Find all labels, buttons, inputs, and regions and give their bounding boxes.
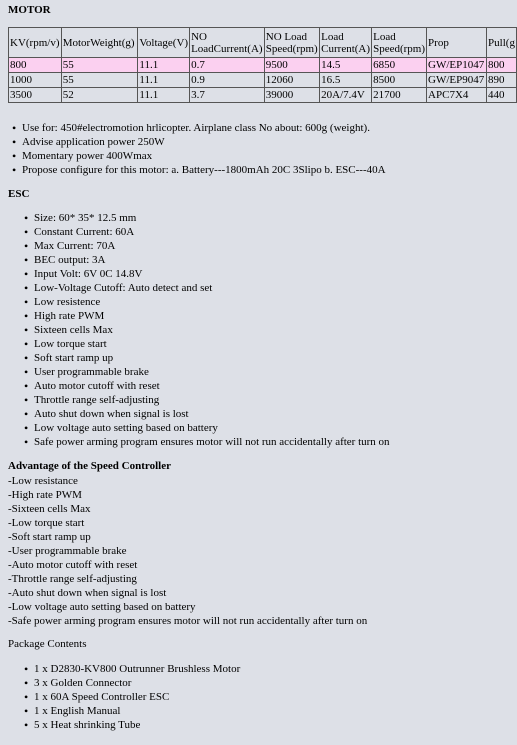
esc-feature-item: • Size: 60* 35* 12.5 mm (20, 211, 390, 225)
package-item: • 3 x Golden Connector (20, 676, 240, 690)
package-item: • 1 x D2830-KV800 Outrunner Brushless Motor (20, 662, 240, 676)
esc-feature-item: • Constant Current: 60A (20, 225, 390, 239)
advantage-line: -Auto shut down when signal is lost (8, 587, 167, 599)
motor-spec-table (8, 27, 517, 103)
table-cell: 0.7 (190, 58, 265, 73)
table-cell: APC7X4 (427, 88, 487, 103)
package-item: • 1 x 60A Speed Controller ESC (20, 690, 240, 704)
table-cell: 55 (61, 73, 138, 88)
advantage-line: -Sixteen cells Max (8, 503, 91, 515)
table-cell: 52 (61, 88, 138, 103)
table-cell: 20A/7.4V (320, 88, 372, 103)
table-cell: 8500 (372, 73, 427, 88)
table-header-cell: Voltage(V) (138, 28, 190, 58)
table-cell: 14.5 (320, 58, 372, 73)
table-row (9, 88, 517, 103)
advantage-line: -High rate PWM (8, 489, 82, 501)
advantage-title: Advantage of the Speed Controller (8, 460, 171, 472)
table-cell: 800 (9, 58, 62, 73)
package-item: • 5 x Heat shrinking Tube (20, 718, 240, 732)
esc-feature-item: • Auto motor cutoff with reset (20, 379, 390, 393)
package-contents-list (20, 662, 240, 732)
esc-feature-item: • User programmable brake (20, 365, 390, 379)
esc-feature-item: • Auto shut down when signal is lost (20, 407, 390, 421)
esc-feature-item: • Input Volt: 6V 0C 14.8V (20, 267, 390, 281)
table-cell: 16.5 (320, 73, 372, 88)
table-row (9, 58, 517, 73)
esc-feature-list (20, 211, 390, 449)
table-cell: 55 (61, 58, 138, 73)
table-cell: 890 (487, 73, 517, 88)
table-header-cell: NO Load Speed(rpm) (264, 28, 319, 58)
table-cell: 0.9 (190, 73, 265, 88)
esc-feature-item: • Low voltage auto setting based on battery (20, 421, 390, 435)
advantage-line: -Safe power arming program ensures motor will not run accidentally after turn on (8, 615, 368, 627)
table-cell: 6850 (372, 58, 427, 73)
table-cell: 800 (487, 58, 517, 73)
table-header-cell: Load Current(A) (320, 28, 372, 58)
table-header-row (9, 28, 517, 58)
table-header-cell: KV(rpm/v) (9, 28, 62, 58)
package-item: • 1 x English Manual (20, 704, 240, 718)
table-header-cell: Pull(g (487, 28, 517, 58)
advantage-line: -Low resistance (8, 475, 78, 487)
motor-section-title: MOTOR (8, 4, 51, 16)
esc-feature-item: • Low-Voltage Cutoff: Auto detect and set (20, 281, 390, 295)
advantage-list (8, 474, 367, 628)
esc-feature-item: • Soft start ramp up (20, 351, 390, 365)
advantage-line: -Soft start ramp up (8, 531, 91, 543)
table-cell: 11.1 (138, 88, 190, 103)
advantage-line: -Throttle range self-adjusting (8, 573, 137, 585)
table-cell: 1000 (9, 73, 62, 88)
esc-feature-item: • Sixteen cells Max (20, 323, 390, 337)
usage-list (8, 121, 386, 177)
table-cell: GW/EP1047 (427, 58, 487, 73)
advantage-line: -User programmable brake (8, 545, 127, 557)
usage-item: • Use for: 450#electromotion hrlicopter. Airplane class No about: 600g (weight). (8, 121, 386, 135)
table-header-cell: Load Speed(rpm) (372, 28, 427, 58)
usage-item: • Momentary power 400Wmax (8, 149, 386, 163)
table-cell: 39000 (264, 88, 319, 103)
esc-feature-item: • BEC output: 3A (20, 253, 390, 267)
esc-feature-item: • Low torque start (20, 337, 390, 351)
advantage-line: -Low torque start (8, 517, 85, 529)
table-cell: 3500 (9, 88, 62, 103)
esc-feature-item: • Throttle range self-adjusting (20, 393, 390, 407)
table-header-cell: MotorWeight(g) (61, 28, 138, 58)
table-cell: 12060 (264, 73, 319, 88)
advantage-line: -Low voltage auto setting based on battery (8, 601, 196, 613)
table-cell: 11.1 (138, 73, 190, 88)
esc-section-title: ESC (8, 188, 30, 200)
table-cell: GW/EP9047 (427, 73, 487, 88)
table-header-cell: NO LoadCurrent(A) (190, 28, 265, 58)
table-header-cell: Prop (427, 28, 487, 58)
table-cell: 11.1 (138, 58, 190, 73)
esc-feature-item: • Low resistence (20, 295, 390, 309)
esc-feature-item: • High rate PWM (20, 309, 390, 323)
package-contents-title: Package Contents (8, 638, 87, 650)
table-cell: 3.7 (190, 88, 265, 103)
usage-item: • Advise application power 250W (8, 135, 386, 149)
usage-item: • Propose configure for this motor: a. Battery---1800mAh 20C 3Slipo b. ESC---40A (8, 163, 386, 177)
esc-feature-item: • Safe power arming program ensures motor will not run accidentally after turn on (20, 435, 390, 449)
table-cell: 440 (487, 88, 517, 103)
table-cell: 21700 (372, 88, 427, 103)
table-row (9, 73, 517, 88)
table-cell: 9500 (264, 58, 319, 73)
advantage-line: -Auto motor cutoff with reset (8, 559, 138, 571)
esc-feature-item: • Max Current: 70A (20, 239, 390, 253)
